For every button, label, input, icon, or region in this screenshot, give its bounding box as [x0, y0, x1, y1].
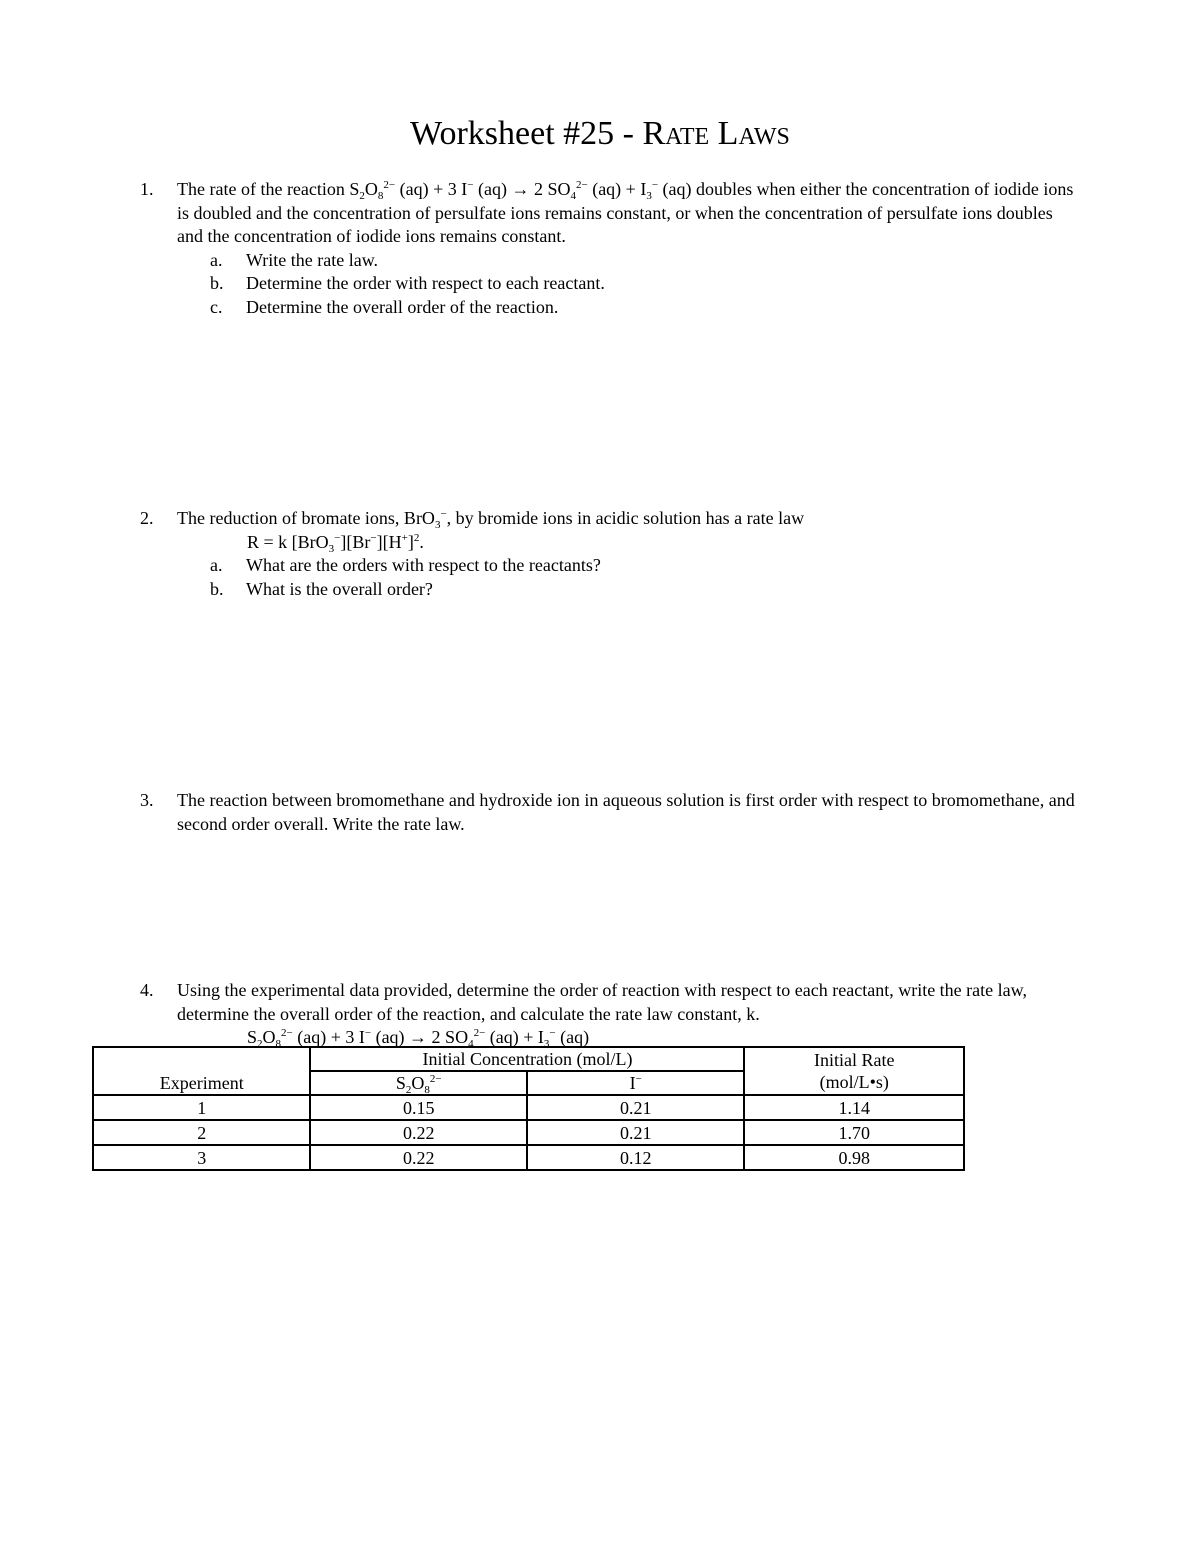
question-number: 4. [140, 980, 154, 1000]
question-number: 3. [140, 790, 154, 810]
subquestion-a: a. What are the orders with respect to the reactants? [210, 555, 601, 575]
question-text: The reduction of bromate ions, BrO$_3$−, by bromide ions in acidic solution has a rate law [177, 508, 805, 531]
question-2 [140, 507, 1080, 601]
question-1 [140, 178, 1080, 319]
concentration-header: Initial Concentration (mol/L) [310, 1047, 744, 1071]
rate-cell: 1.14 [744, 1095, 964, 1120]
iodide-cell: 0.12 [527, 1145, 745, 1170]
experiment-cell: 2 [93, 1120, 310, 1145]
rate-cell: 1.70 [744, 1120, 964, 1145]
subquestion-c: c. Determine the overall order of the reaction. [210, 296, 559, 317]
experimental-data-table [92, 1046, 965, 1171]
reaction-equation: $S_2O_8^{2-}$ (aq) + 3 I− (aq) → 2 $SO_4^{2-}$ $(aq) + I_3^-$ (aq) [247, 1027, 590, 1050]
question-text: Using the experimental data provided, determine the order of reaction with respect to each reactant, write the rate law, determine the overall order of the reaction, and calculate the rate law constant, k. [177, 980, 1027, 1024]
question-number: 1. [140, 179, 154, 199]
subquestion-a: a. Write the rate law. [210, 249, 379, 270]
iodide-cell: 0.21 [527, 1120, 745, 1145]
table-row [93, 1120, 964, 1145]
experiment-header: Experiment [93, 1047, 310, 1095]
rate-cell: 0.98 [744, 1145, 964, 1170]
title-rate: RATE [642, 115, 710, 152]
rate-header: Initial Rate (mol/L•s) [744, 1047, 964, 1095]
table-row [93, 1145, 964, 1170]
question-number: 2. [140, 508, 154, 528]
question-text: The reaction between bromomethane and hydroxide ion in aqueous solution is first order with respect to bromomethane, and second order overall. Write the rate law. [177, 790, 1075, 834]
persulfate-header: $S_2O_8^{2-}$ [310, 1071, 526, 1095]
question-text: The rate of the reaction $S_2O_8^{2-}$ (aq) + 3 I− (aq) → 2 $SO_4^{2-}$ $(aq) + I_3^-$ (aq) doubles when either the concentration of iodide ions is doubled and the concentration of persulfate ions remains constant, or when the concentration of persulfate ions doubles and the concentration of iodide ions remains constant. [177, 179, 1074, 246]
rate-law-equation: R = k $[BrO_3^-][Br^-][H^+]^2$. [247, 531, 424, 555]
question-4 [140, 979, 1080, 1050]
page-title [0, 112, 1200, 159]
title-laws: LAWS [717, 115, 790, 152]
subquestion-b: b. Determine the order with respect to each reactant. [210, 273, 605, 293]
iodide-header: I− [527, 1071, 745, 1095]
iodide-cell: 0.21 [527, 1095, 745, 1120]
persulfate-cell: 0.22 [310, 1145, 526, 1170]
experiment-cell: 1 [93, 1095, 310, 1120]
persulfate-cell: 0.22 [310, 1120, 526, 1145]
subquestion-b: b. What is the overall order? [210, 578, 433, 599]
title-text: Worksheet #25 - [410, 115, 643, 152]
persulfate-cell: 0.15 [310, 1095, 526, 1120]
question-3 [140, 789, 1080, 836]
experiment-cell: 3 [93, 1145, 310, 1170]
table-row [93, 1095, 964, 1120]
